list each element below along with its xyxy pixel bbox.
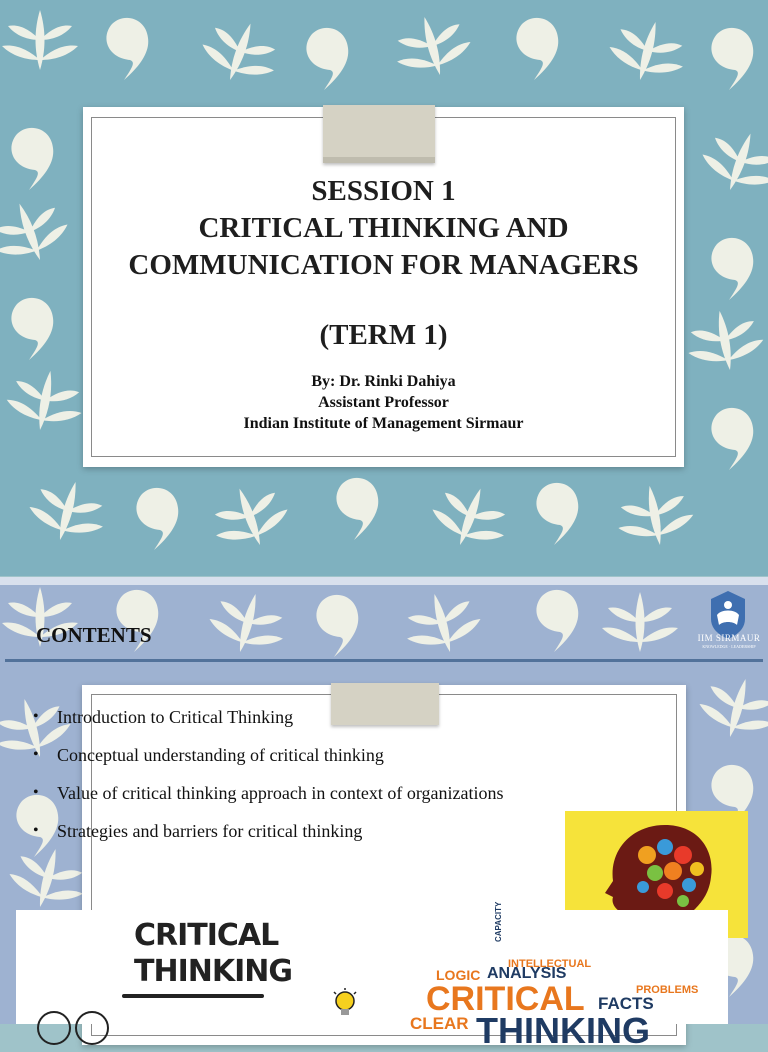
title-line-1: SESSION 1: [311, 175, 456, 207]
author-byline: [83, 371, 684, 434]
slide-top-band: [0, 577, 768, 585]
wc-critical: CRITICAL: [426, 980, 585, 1018]
title-card: [83, 107, 684, 467]
list-item: • Introduction to Critical Thinking: [33, 707, 294, 727]
title-line-3: COMMUNICATION FOR MANAGERS: [128, 249, 639, 281]
sketch-circles-icon: [36, 1002, 106, 1032]
wc-analysis: ANALYSIS: [487, 965, 567, 982]
list-item: • Strategies and barriers for critical thinking: [33, 821, 363, 841]
list-item: • Value of critical thinking approach in context of organizations: [33, 783, 504, 803]
wc-logic: LOGIC: [436, 967, 481, 983]
critical-thinking-banner: [16, 901, 728, 1051]
term-label: (TERM 1): [319, 319, 448, 351]
author-title: Assistant Professor: [318, 394, 449, 411]
logo-text: IIM SIRMAUR: [697, 633, 761, 643]
list-item: • Conceptual understanding of critical thinking: [33, 745, 384, 765]
wc-facts: FACTS: [598, 994, 654, 1013]
wc-problems: PROBLEMS: [636, 984, 699, 996]
session-title: [83, 173, 684, 284]
title-line-2: CRITICAL THINKING AND: [198, 212, 569, 244]
contents-slide: [0, 577, 768, 1051]
contents-heading: CONTENTS: [36, 623, 152, 647]
wc-clear: CLEAR: [410, 1014, 469, 1033]
lightbulb-icon: [332, 988, 358, 1024]
author-institution: Indian Institute of Management Sirmaur: [243, 415, 524, 432]
author-name: By: Dr. Rinki Dahiya: [311, 373, 456, 390]
wc-thinking: THINKING: [476, 1010, 650, 1051]
card-tab: [323, 105, 435, 163]
handwritten-underline: [122, 994, 264, 998]
handwritten-title: CRITICAL THINKING: [134, 918, 292, 989]
wc-intellectual: INTELLECTUAL: [508, 958, 592, 970]
contents-list: [33, 705, 504, 857]
logo-subtext: KNOWLEDGE · LEADERSHIP: [702, 644, 756, 649]
heading-rule: [5, 659, 763, 662]
wc-capacity: CAPACITY: [494, 901, 503, 942]
